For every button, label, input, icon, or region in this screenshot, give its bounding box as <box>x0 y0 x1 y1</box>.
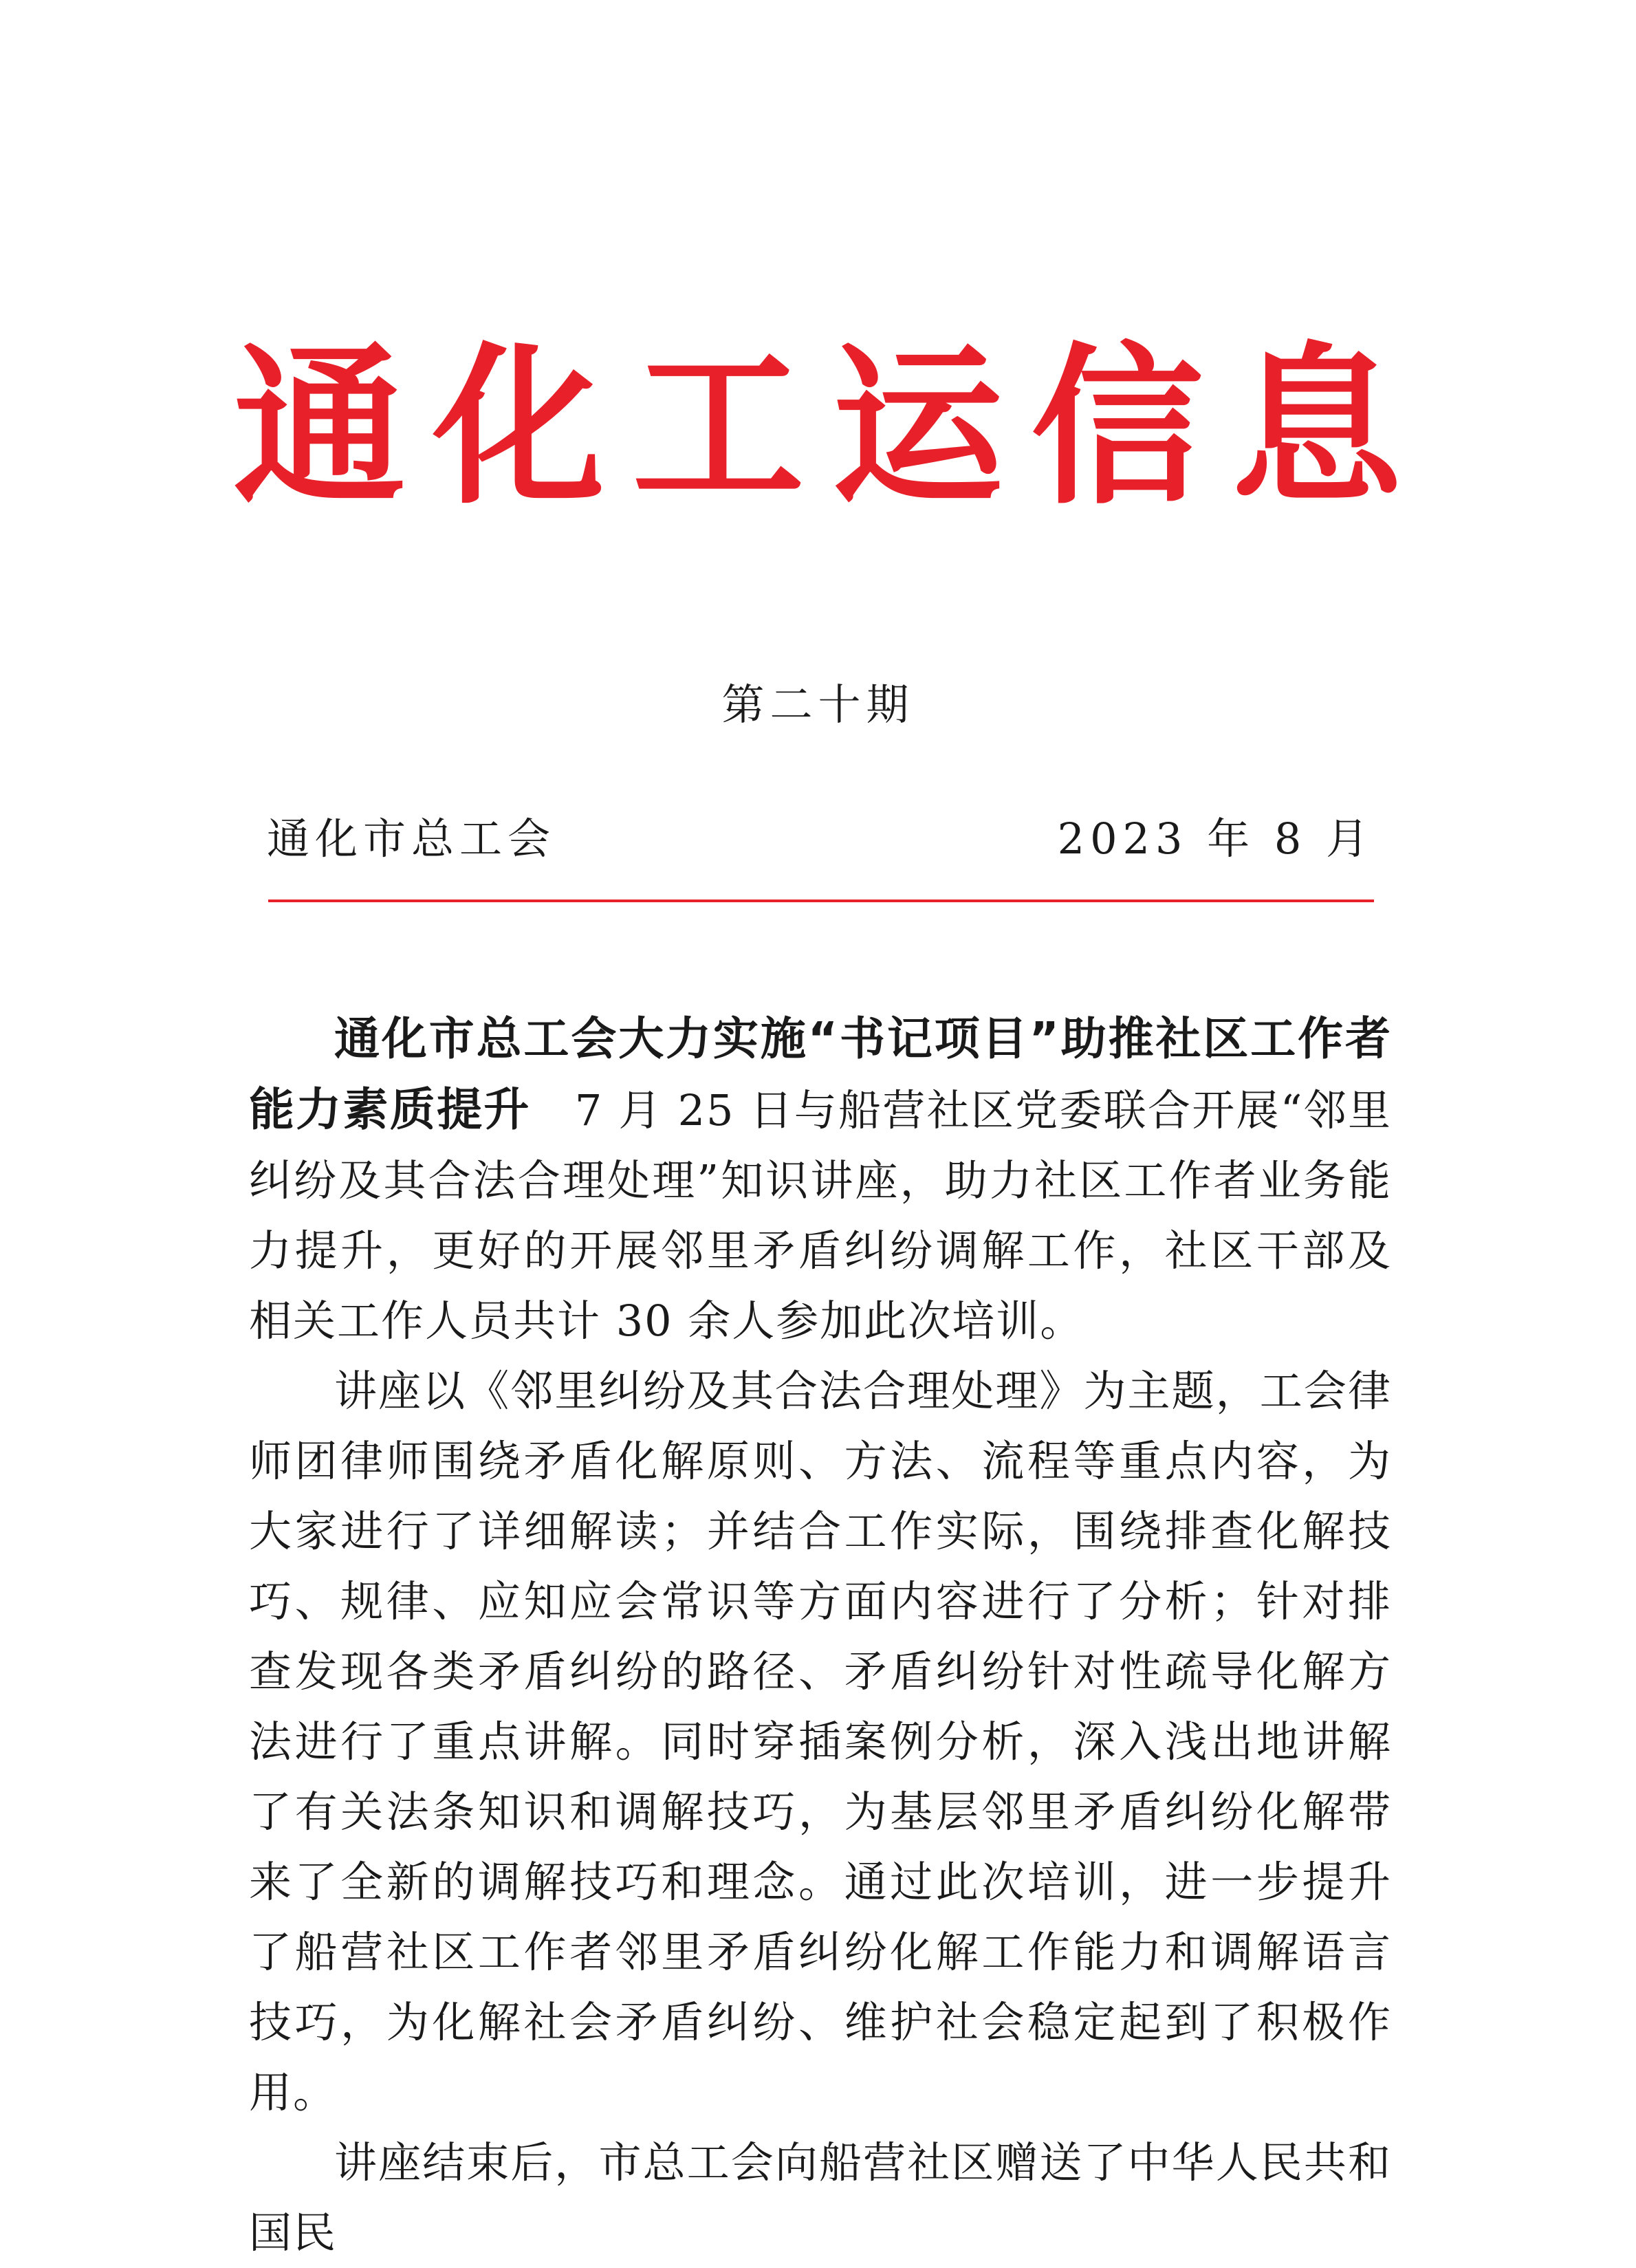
red-divider-line <box>268 899 1374 902</box>
article-paragraph-2: 讲座以《邻里纠纷及其合法合理处理》为主题，工会律师团律师围绕矛盾化解原则、方法、流程等重点内容，为大家进行了详细解读；并结合工作实际，围绕排查化解技巧、规律、应知应会常识等方面内容进行了分析；针对排查发现各类矛盾纠纷的路径、矛盾纠纷针对性疏导化解方法进行了重点讲解。同时穿插案例分析，深入浅出地讲解了有关法条知识和调解技巧，为基层邻里矛盾纠纷化解带来了全新的调解技巧和理念。通过此次培训，进一步提升了船营社区工作者邻里矛盾纠纷化解工作能力和调解语言技巧，为化解社会矛盾纠纷、维护社会稳定起到了积极作用。 <box>249 1366 1392 2117</box>
article-headline: 通化市总工会大力实施“书记项目”助推社区工作者能力素质提升 <box>249 1012 1392 1136</box>
article-body <box>249 1004 1392 2268</box>
issue-date: 2023 年 8 月 <box>1057 814 1374 864</box>
article-paragraph-1-text: 7 月 25 日与船营社区党委联合开展“邻里纠纷及其合法合理处理”知识讲座，助力社区工作者业务能力提升，更好的开展邻里矛盾纠纷调解工作，社区干部及相关工作人员共计 30 余人参加此次培训。 <box>249 1085 1392 1346</box>
issue-number: 第二十期 <box>721 679 915 730</box>
issuer-row <box>267 811 1374 866</box>
article-paragraph-3: 讲座结束后，市总工会向船营社区赠送了中华人民共和国民 <box>249 2137 1392 2258</box>
masthead-title: 通化工运信息 <box>233 325 1430 527</box>
article-paragraph-lead <box>249 1004 1392 1356</box>
issuer-organization: 通化市总工会 <box>267 814 556 864</box>
